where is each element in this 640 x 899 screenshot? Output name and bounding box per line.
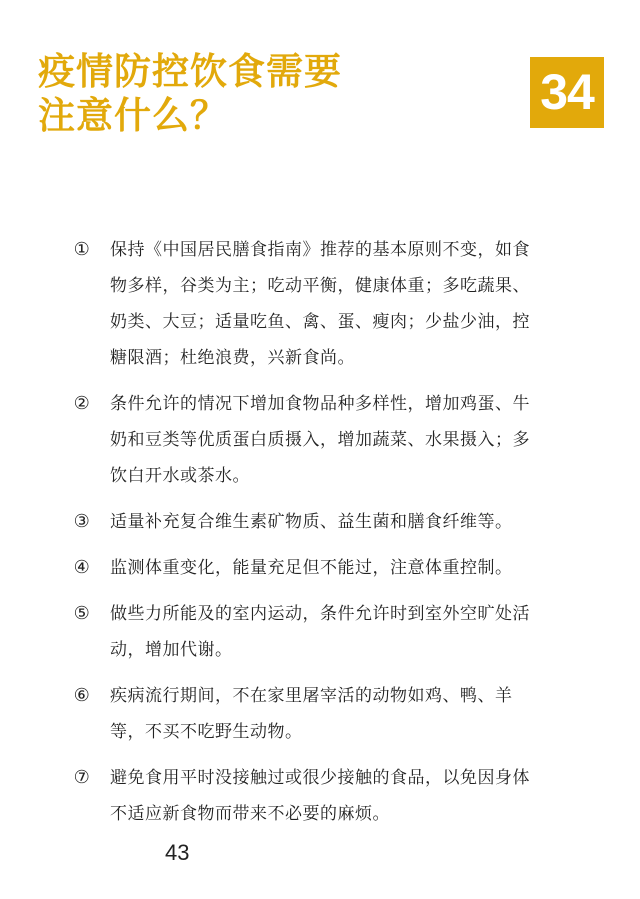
tip-text: 做些力所能及的室内运动，条件允许时到室外空旷处活动，增加代谢。 xyxy=(110,604,530,660)
tip-text: 监测体重变化，能量充足但不能过，注意体重控制。 xyxy=(110,558,513,578)
tip-number: ③ xyxy=(73,511,91,532)
tip-number: ① xyxy=(73,239,91,260)
tips-list xyxy=(70,232,530,842)
tip-text: 疾病流行期间，不在家里屠宰活的动物如鸡、鸭、羊等，不买不吃野生动物。 xyxy=(110,686,513,742)
tip-item xyxy=(70,550,530,586)
tip-item xyxy=(70,386,530,494)
tip-text: 适量补充复合维生素矿物质、益生菌和膳食纤维等。 xyxy=(110,512,513,532)
tip-item xyxy=(70,504,530,540)
tip-number: ② xyxy=(73,393,91,414)
title-line-1: 疫情防控饮食需要 xyxy=(38,50,342,93)
title-line-2: 注意什么？ xyxy=(38,94,228,137)
page-title xyxy=(38,50,468,138)
chapter-number-badge: 34 xyxy=(530,57,604,128)
tip-item xyxy=(70,760,530,832)
tip-text: 避免食用平时没接触过或很少接触的食品，以免因身体不适应新食物而带来不必要的麻烦。 xyxy=(110,768,530,824)
tip-number: ⑥ xyxy=(73,685,91,706)
tip-item xyxy=(70,232,530,376)
tip-number: ④ xyxy=(73,557,91,578)
page-number: 43 xyxy=(165,840,190,865)
tip-number: ⑤ xyxy=(73,603,91,624)
tip-number: ⑦ xyxy=(73,767,91,788)
tip-text: 条件允许的情况下增加食物品种多样性，增加鸡蛋、牛奶和豆类等优质蛋白质摄入，增加蔬菜、水果摄入；多饮白开水或茶水。 xyxy=(110,394,530,486)
tip-item xyxy=(70,678,530,750)
tip-text: 保持《中国居民膳食指南》推荐的基本原则不变，如食物多样，谷类为主；吃动平衡，健康体重；多吃蔬果、奶类、大豆；适量吃鱼、禽、蛋、瘦肉；少盐少油，控糖限酒；杜绝浪费，兴新食尚。 xyxy=(110,240,530,368)
tip-item xyxy=(70,596,530,668)
